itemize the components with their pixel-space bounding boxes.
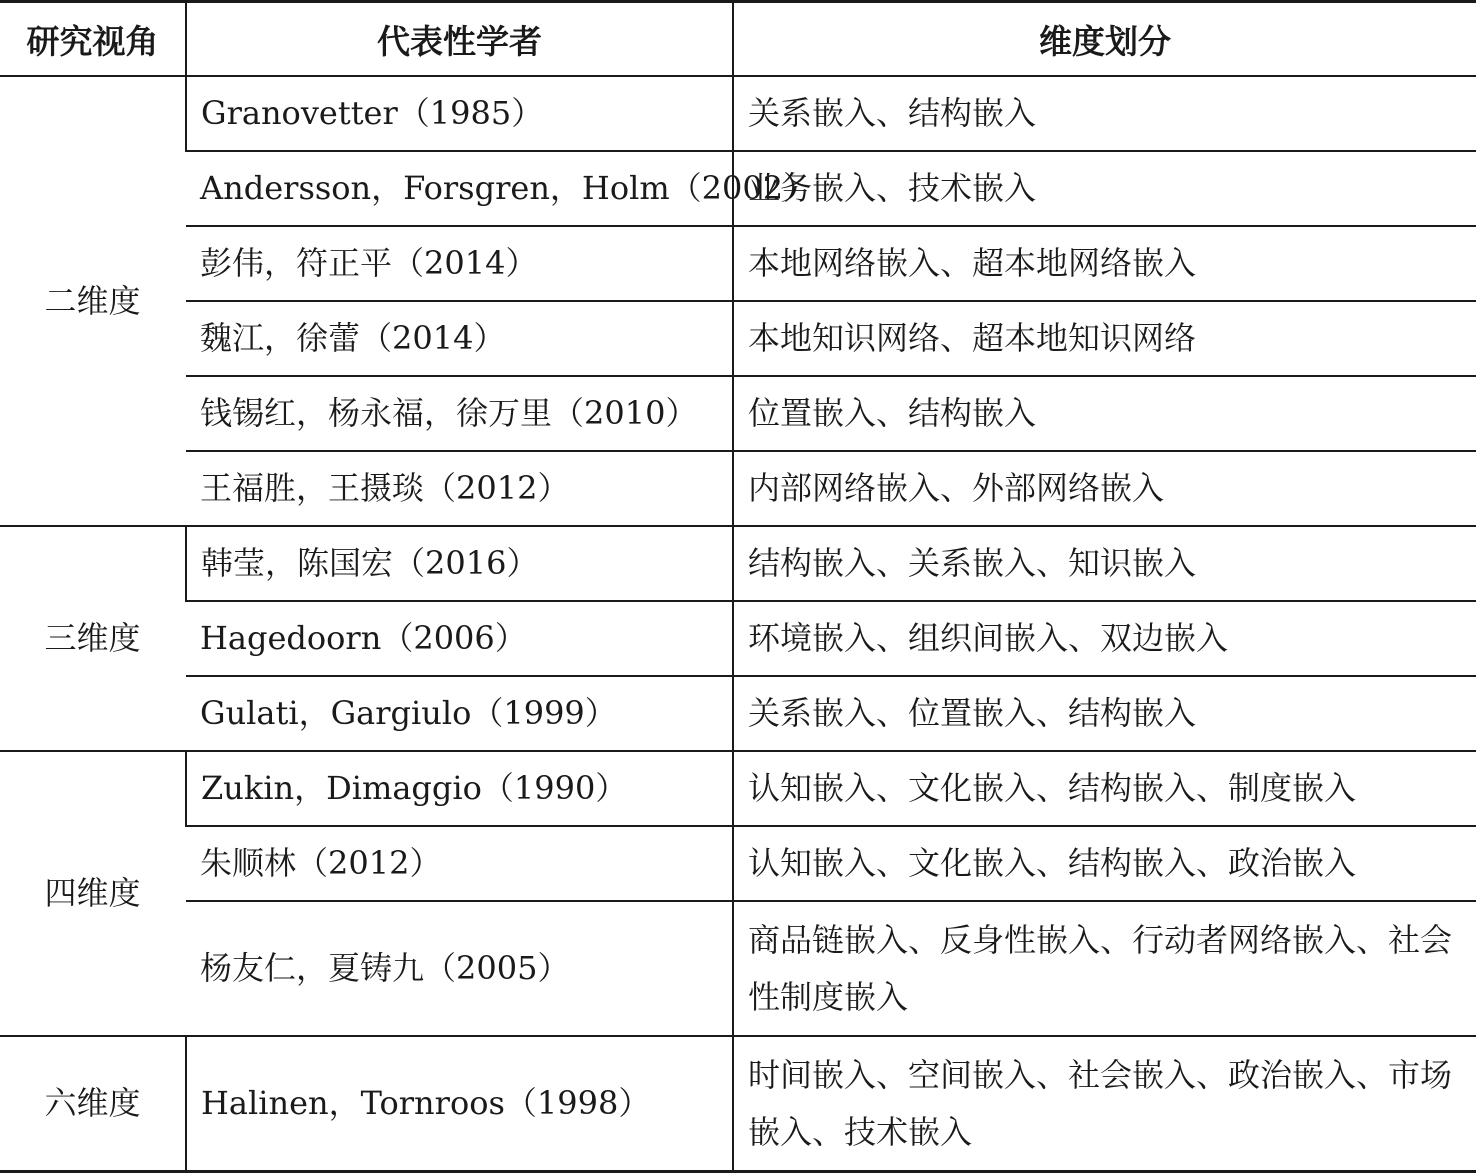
view-cell: 六维度 [0,1036,186,1172]
dimension-cell: 位置嵌入、结构嵌入 [733,376,1476,451]
scholar-cell: 朱顺林（2012） [186,826,733,901]
header-scholars: 代表性学者 [186,2,733,77]
dimension-cell: 本地网络嵌入、超本地网络嵌入 [733,226,1476,301]
table-row [0,751,1476,826]
table-row [0,826,1476,901]
scholar-cell: 王福胜，王摄琰（2012） [186,451,733,526]
scholar-cell: Hagedoorn（2006） [186,601,733,676]
dimension-cell: 时间嵌入、空间嵌入、社会嵌入、政治嵌入、市场嵌入、技术嵌入 [733,1036,1476,1172]
header-row [0,2,1476,77]
dimension-cell: 认知嵌入、文化嵌入、结构嵌入、政治嵌入 [733,826,1476,901]
dimension-cell: 业务嵌入、技术嵌入 [733,151,1476,226]
header-dimensions: 维度划分 [733,2,1476,77]
table-row [0,76,1476,151]
header-research-view: 研究视角 [0,2,186,77]
scholar-cell: 魏江，徐蕾（2014） [186,301,733,376]
table-row [0,376,1476,451]
scholar-cell: Andersson，Forsgren，Holm（2002） [186,151,733,226]
view-cell: 三维度 [0,526,186,751]
table-row [0,151,1476,226]
dimension-cell: 环境嵌入、组织间嵌入、双边嵌入 [733,601,1476,676]
view-cell: 四维度 [0,751,186,1036]
scholar-cell: Zukin，Dimaggio（1990） [186,751,733,826]
scholar-cell: 钱锡红，杨永福，徐万里（2010） [186,376,733,451]
dimension-cell: 关系嵌入、结构嵌入 [733,76,1476,151]
scholar-cell: 韩莹，陈国宏（2016） [186,526,733,601]
dimension-cell: 结构嵌入、关系嵌入、知识嵌入 [733,526,1476,601]
scholar-cell: Granovetter（1985） [186,76,733,151]
view-cell: 二维度 [0,76,186,526]
table-row [0,526,1476,601]
table-row [0,226,1476,301]
table-row [0,301,1476,376]
scholar-cell: 彭伟，符正平（2014） [186,226,733,301]
dimension-cell: 内部网络嵌入、外部网络嵌入 [733,451,1476,526]
table-row [0,601,1476,676]
dimension-cell: 认知嵌入、文化嵌入、结构嵌入、制度嵌入 [733,751,1476,826]
table-row [0,451,1476,526]
dimension-cell: 关系嵌入、位置嵌入、结构嵌入 [733,676,1476,751]
scholar-cell: 杨友仁，夏铸九（2005） [186,901,733,1036]
dimension-cell: 本地知识网络、超本地知识网络 [733,301,1476,376]
dimension-cell: 商品链嵌入、反身性嵌入、行动者网络嵌入、社会性制度嵌入 [733,901,1476,1036]
table-row [0,676,1476,751]
scholar-cell: Gulati，Gargiulo（1999） [186,676,733,751]
table-row [0,1036,1476,1172]
scholar-cell: Halinen，Tornroos（1998） [186,1036,733,1172]
table-row [0,901,1476,1036]
